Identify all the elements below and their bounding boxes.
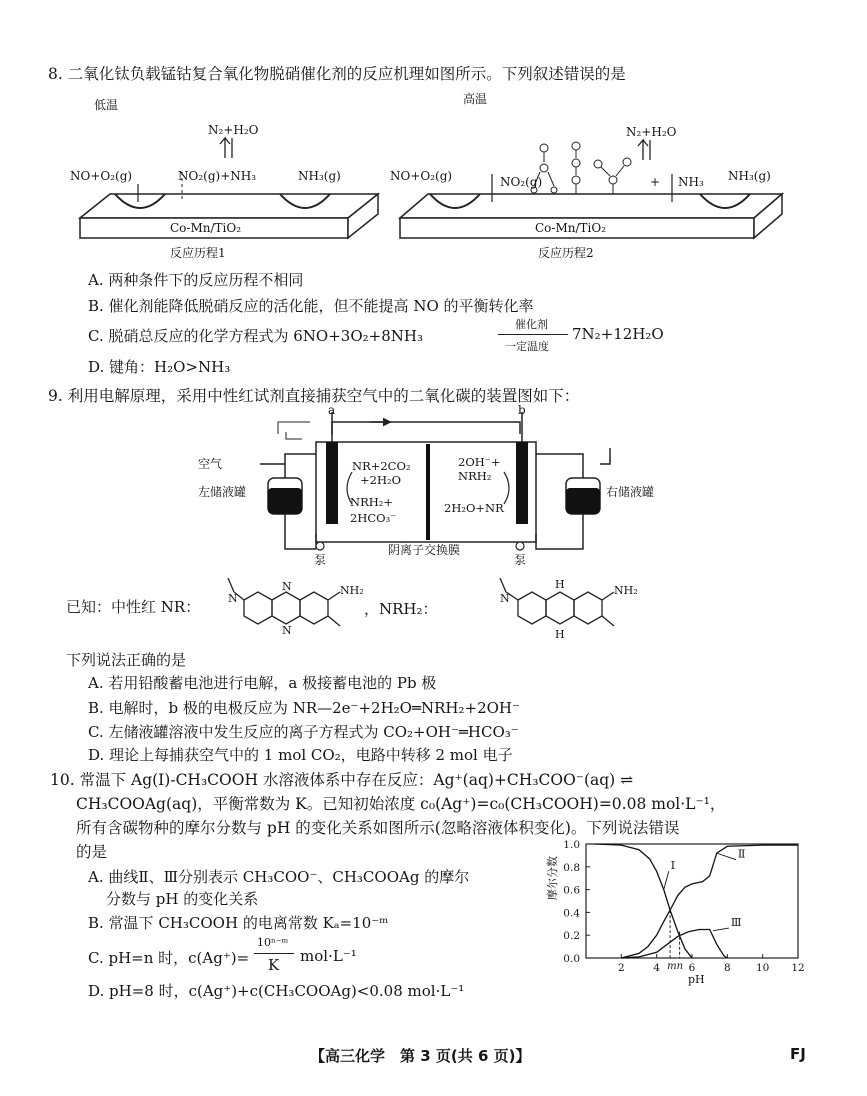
q9-option-c: C. 左储液罐溶液中发生反应的离子方程式为 CO₂+OH⁻═HCO₃⁻ xyxy=(88,723,519,741)
x-tick-label: 2 xyxy=(617,962,625,974)
guide-label-n: n xyxy=(676,961,684,972)
q9-known-prefix: 已知：中性红 NR： xyxy=(66,598,201,616)
right-rxn-line-3: 2H₂O+NR xyxy=(444,501,504,515)
nrh2-label: ，NRH₂： xyxy=(364,600,438,618)
air-label: 空气 xyxy=(198,457,223,471)
q10-option-c-numerator: 10ⁿ⁻ᵐ xyxy=(257,936,289,949)
fig2-nitrate-species-icon xyxy=(531,142,631,194)
q8-option-c-arrow xyxy=(498,334,568,335)
page-footer: 【高三化学 第 3 页(共 6 页)】 xyxy=(310,1047,531,1065)
fig2-mid-label: NO₂(g) xyxy=(500,175,543,189)
series-label-1: Ⅰ xyxy=(670,859,676,873)
electrode-b xyxy=(516,442,528,524)
q9-apparatus-figure xyxy=(190,403,655,572)
q9-option-b: B. 电解时，b 极的电极反应为 NR—2e⁻+2H₂O═NRH₂+2OH⁻ xyxy=(88,699,520,717)
left-rxn-line-1: NR+2CO₂ xyxy=(352,459,411,473)
fig2-surface-label: Co-Mn/TiO₂ xyxy=(535,221,607,235)
electrode-b-label: b xyxy=(518,403,526,417)
fig2-nh3-label: NH₃ xyxy=(678,175,704,189)
q10-stem-line-2: CH₃COOAg(aq)，平衡常数为 K。已知初始浓度 c₀(Ag⁺)=c₀(CH₃COOH)=0.08 mol·L⁻¹， xyxy=(76,795,726,813)
left-pump-label: 泵 xyxy=(314,553,327,567)
q8-stem: 8. 二氧化钛负载锰钴复合氧化物脱硝催化剂的反应机理如图所示。下列叙述错误的是 xyxy=(48,65,626,83)
series-leader-3 xyxy=(713,928,729,931)
q9-option-d: D. 理论上每捕获空气中的 1 mol CO₂，电路中转移 2 mol 电子 xyxy=(88,746,513,764)
y-tick-label: 0.0 xyxy=(563,953,580,965)
left-rxn-line-2: +2H₂O xyxy=(360,473,402,487)
fig2-caption: 反应历程2 xyxy=(538,246,594,260)
x-tick-label: 6 xyxy=(688,962,696,974)
guide-label-m: m xyxy=(667,961,677,972)
q9-stem: 9. 利用电解原理，采用中性红试剂直接捕获空气中的二氧化碳的装置图如下： xyxy=(48,387,580,405)
electrode-a xyxy=(326,442,338,524)
low-temp-label: 低温 xyxy=(94,98,119,112)
nr-ring-n-bottom: N xyxy=(282,624,292,637)
fig2-product-arrow-icon xyxy=(638,140,648,160)
fig1-mid-label: NO₂(g)+NH₃ xyxy=(178,169,257,183)
q10-stem-line-1: 10. 常温下 Ag(Ⅰ)-CH₃COOH 水溶液体系中存在反应：Ag⁺(aq)+CH₃COO⁻(aq) ⇌ xyxy=(50,771,634,789)
series-line-2 xyxy=(621,845,798,958)
right-pump-icon xyxy=(516,542,524,550)
fig1-product-label: N₂+H₂O xyxy=(208,123,259,137)
q8-mechanism-figure xyxy=(60,110,800,270)
fig1-product-arrow-icon xyxy=(220,138,230,158)
fig1-caption: 反应历程1 xyxy=(170,246,226,260)
left-rxn-line-3: NRH₂+ xyxy=(350,495,393,509)
y-tick-label: 0.6 xyxy=(563,884,580,897)
nr-nh2-label: NH₂ xyxy=(340,584,364,597)
q10-stem-line-3: 所有含碳物种的摩尔分数与 pH 的变化关系如图所示(忽略溶液体积变化)。下列说法错误 xyxy=(76,819,680,837)
nrh2-n-label: N xyxy=(500,592,510,605)
right-pump-label: 泵 xyxy=(514,553,527,567)
fig1-surface-label: Co-Mn/TiO₂ xyxy=(170,221,242,235)
fig2-right-label: NH₃(g) xyxy=(728,169,771,183)
q9-option-a: A. 若用铅酸蓄电池进行电解，a 极接蓄电池的 Pb 极 xyxy=(88,674,437,692)
q10-option-c-denominator: K xyxy=(268,956,280,974)
footer-code: FJ xyxy=(790,1045,806,1063)
q10-stem-line-4: 的是 xyxy=(76,843,108,861)
y-tick-label: 0.8 xyxy=(563,861,580,874)
left-rxn-line-4: 2HCO₃⁻ xyxy=(350,511,397,525)
series-label-3: Ⅲ xyxy=(730,916,742,930)
fig1-right-label: NH₃(g) xyxy=(298,169,341,183)
right-rxn-line-1: 2OH⁻+ xyxy=(458,455,501,469)
q8-option-c: C. 脱硝总反应的化学方程式为 6NO+3O₂+8NH₃ xyxy=(88,327,423,345)
series-line-1 xyxy=(595,844,692,958)
nrh2-nh2-label: NH₂ xyxy=(614,584,638,597)
q10-option-c-unit: mol·L⁻¹ xyxy=(300,947,357,965)
chart-frame xyxy=(586,844,798,958)
q10-option-d: D. pH=8 时，c(Ag⁺)+c(CH₃COOAg)<0.08 mol·L⁻¹ xyxy=(88,982,465,1000)
external-circuit-wire xyxy=(332,422,520,434)
left-tank-label: 左储液罐 xyxy=(198,485,247,499)
series-label-2: Ⅱ xyxy=(737,847,746,861)
y-tick-label: 0.4 xyxy=(563,907,580,920)
nrh2-ring-h-top: H xyxy=(555,578,565,591)
q8-option-d: D. 键角：H₂O>NH₃ xyxy=(88,358,231,376)
q8-option-c-products: 7N₂+12H₂O xyxy=(572,325,664,343)
right-rxn-line-2: NRH₂ xyxy=(458,469,492,483)
right-outlet-pipe xyxy=(600,448,610,464)
membrane-label: 阴离子交换膜 xyxy=(388,543,461,557)
q8-option-c-condition-bottom: 一定温度 xyxy=(505,340,549,353)
q10-option-a-line-2: 分数与 pH 的变化关系 xyxy=(106,890,259,908)
molar-fraction-chart xyxy=(538,836,818,986)
nr-n-label: N xyxy=(228,592,238,605)
y-tick-label: 1.0 xyxy=(563,839,580,851)
q9-prompt: 下列说法正确的是 xyxy=(66,651,187,669)
fig2-product-label: N₂+H₂O xyxy=(626,125,677,139)
electrode-a-label: a xyxy=(328,403,336,417)
x-tick-label: 8 xyxy=(723,962,731,974)
chart-x-axis-label: pH xyxy=(688,973,705,986)
q9-structures-figure xyxy=(200,572,670,646)
chart-y-axis-label: 摩尔分数 xyxy=(546,856,559,900)
x-tick-label: 10 xyxy=(755,962,770,974)
q10-option-a-line-1: A. 曲线Ⅱ、Ⅲ分别表示 CH₃COO⁻、CH₃COOAg 的摩尔 xyxy=(88,868,470,886)
x-tick-label: 12 xyxy=(791,962,805,974)
x-tick-label: 4 xyxy=(653,962,661,974)
nr-ring-n-top: N xyxy=(282,580,292,593)
series-leader-1 xyxy=(664,871,669,890)
fig2-left-label: NO+O₂(g) xyxy=(390,169,453,183)
left-pump-icon xyxy=(316,542,324,550)
nrh2-ring-h-bottom: H xyxy=(555,628,565,641)
series-leader-2 xyxy=(717,853,736,860)
fig1-left-label: NO+O₂(g) xyxy=(70,169,133,183)
q10-option-c-fraction-bar xyxy=(254,953,294,954)
q8-option-b: B. 催化剂能降低脱硝反应的活化能，但不能提高 NO 的平衡转化率 xyxy=(88,297,534,315)
q10-option-b: B. 常温下 CH₃COOH 的电离常数 Kₐ=10⁻ᵐ xyxy=(88,914,389,932)
y-tick-label: 0.2 xyxy=(563,930,580,943)
high-temp-label: 高温 xyxy=(463,92,488,106)
fig2-plus: + xyxy=(650,175,661,189)
q8-option-a: A. 两种条件下的反应历程不相同 xyxy=(88,271,304,289)
q10-option-c: C. pH=n 时，c(Ag⁺)= xyxy=(88,949,250,967)
q8-option-c-condition-top: 催化剂 xyxy=(515,318,548,331)
right-tank-label: 右储液罐 xyxy=(606,485,655,499)
